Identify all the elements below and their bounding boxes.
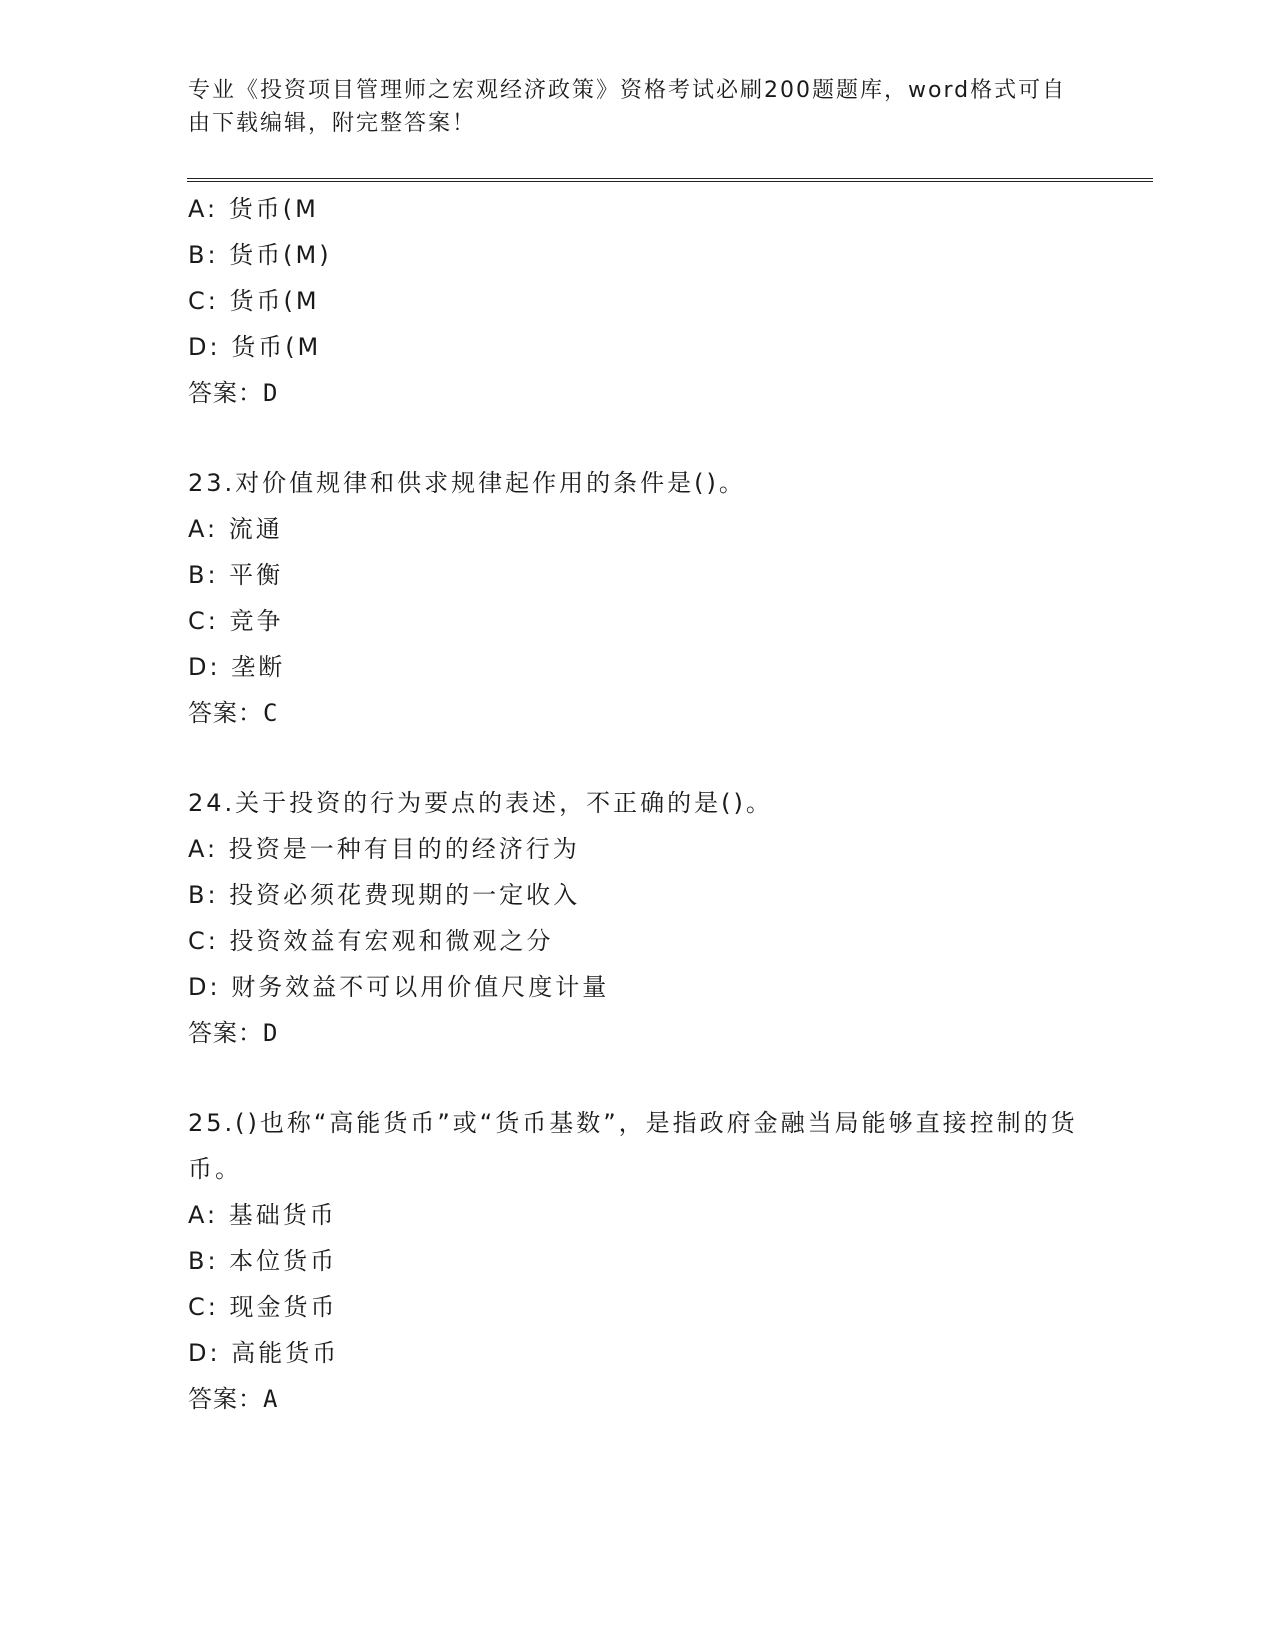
option-d: D: 高能货币 bbox=[188, 1339, 340, 1367]
option-b: B: 本位货币 bbox=[188, 1247, 338, 1275]
answer-value: D bbox=[263, 1019, 279, 1047]
answer-line bbox=[188, 690, 1088, 736]
option-a: A: 基础货币 bbox=[188, 1201, 337, 1229]
answer-line bbox=[188, 370, 1088, 416]
option-c: C: 货币(M bbox=[188, 287, 320, 315]
answer-label: 答案： bbox=[188, 379, 263, 407]
answer-value: D bbox=[263, 379, 279, 407]
option-d: D: 货币(M bbox=[188, 333, 322, 361]
option-c: C: 竞争 bbox=[188, 607, 284, 635]
answer-label: 答案： bbox=[188, 699, 263, 727]
question-stem: 25.()也称“高能货币”或“货币基数”，是指政府金融当局能够直接控制的货币。 bbox=[188, 1109, 1078, 1183]
option-a: A: 流通 bbox=[188, 515, 283, 543]
answer-value: A bbox=[263, 1385, 279, 1413]
option-b: B: 投资必须花费现期的一定收入 bbox=[188, 881, 581, 909]
option-d: D: 垄断 bbox=[188, 653, 286, 681]
option-b: B: 平衡 bbox=[188, 561, 284, 589]
answer-line bbox=[188, 1010, 1088, 1056]
question-list bbox=[188, 186, 1088, 1422]
option-b: B: 货币(M) bbox=[188, 241, 332, 269]
question-partial bbox=[188, 186, 1088, 416]
question-stem: 23.对价值规律和供求规律起作用的条件是()。 bbox=[188, 469, 746, 497]
question-stem: 24.关于投资的行为要点的表述，不正确的是()。 bbox=[188, 789, 773, 817]
option-a: A: 货币(M bbox=[188, 195, 319, 223]
answer-value: C bbox=[263, 699, 279, 727]
question-25 bbox=[188, 1100, 1088, 1422]
answer-line bbox=[188, 1376, 1088, 1422]
option-a: A: 投资是一种有目的的经济行为 bbox=[188, 835, 580, 863]
header-divider bbox=[187, 178, 1153, 182]
question-24 bbox=[188, 780, 1088, 1056]
answer-label: 答案： bbox=[188, 1385, 263, 1413]
option-c: C: 现金货币 bbox=[188, 1293, 338, 1321]
option-c: C: 投资效益有宏观和微观之分 bbox=[188, 927, 554, 955]
question-23 bbox=[188, 460, 1088, 736]
answer-label: 答案： bbox=[188, 1019, 263, 1047]
option-d: D: 财务效益不可以用价值尺度计量 bbox=[188, 973, 610, 1001]
document-header: 专业《投资项目管理师之宏观经济政策》资格考试必刷200题题库，word格式可自由下载编辑，附完整答案！ bbox=[188, 78, 1067, 136]
